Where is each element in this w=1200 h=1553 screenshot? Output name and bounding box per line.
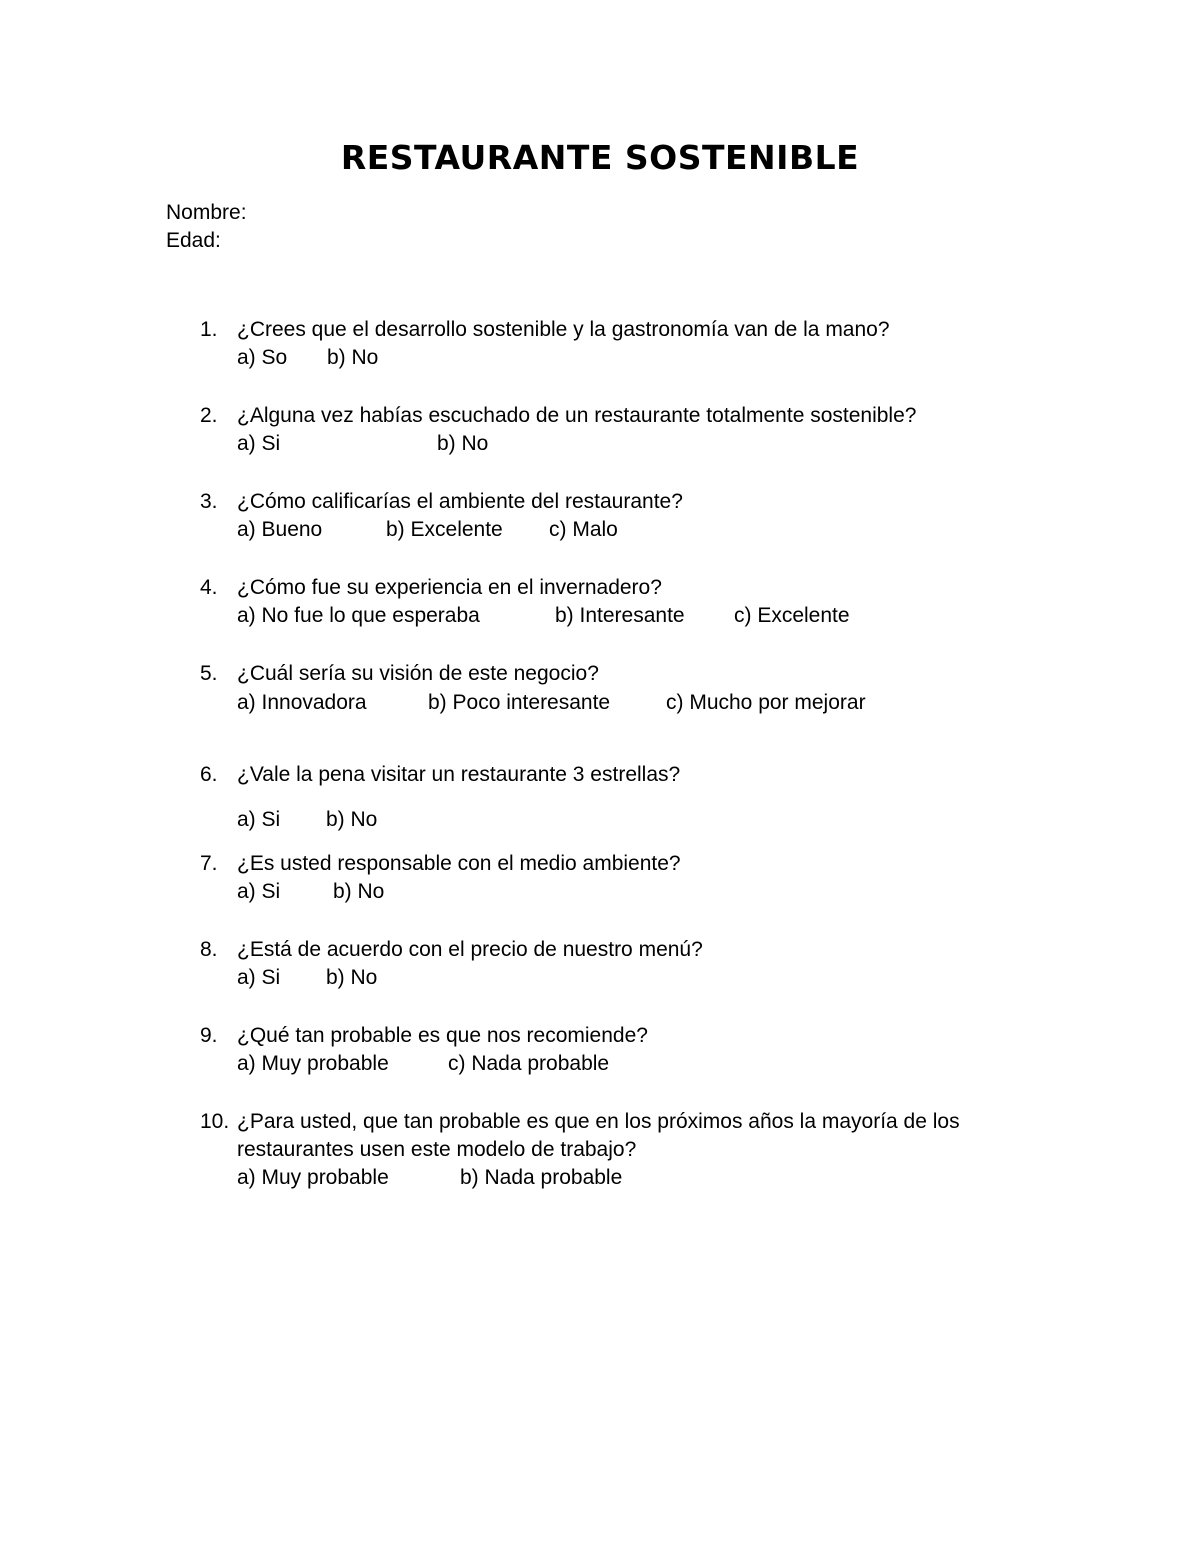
question-7-options [237,878,1037,906]
question-4-options [237,602,1037,630]
question-3-options [237,516,1037,544]
question-text: ¿Es usted responsable con el medio ambiente? [237,852,681,875]
option-b: b) No [437,432,489,455]
question-number: 9. [200,1024,218,1047]
question-2-options [237,430,1037,458]
option-c: c) Mucho por mejorar [666,691,866,714]
question-text: ¿Crees que el desarrollo sostenible y la gastronomía van de la mano? [237,318,890,341]
question-number: 6. [200,763,218,786]
nombre-label: Nombre: [166,201,247,224]
option-a: a) Muy probable [237,1052,389,1075]
option-b: b) Interesante [555,604,685,627]
question-text: ¿Para usted, que tan probable es que en los próximos años la mayoría de los restaurantes usen este modelo de trabajo? [237,1110,960,1161]
option-b: b) Poco interesante [428,691,611,714]
question-6-options [237,806,1037,834]
option-c: c) Excelente [734,604,850,627]
option-a: a) Muy probable [237,1166,389,1189]
option-b: b) No [326,966,378,989]
option-a: a) Si [237,432,281,455]
document-title: RESTAURANTE SOSTENIBLE [340,138,860,177]
option-a: a) Si [237,808,281,831]
question-number: 3. [200,490,218,513]
question-number: 10. [200,1110,230,1133]
question-number: 4. [200,576,218,599]
option-a: a) Si [237,880,281,903]
question-number: 5. [200,662,218,685]
option-a: a) Bueno [237,518,323,541]
question-text: ¿Alguna vez habías escuchado de un restaurante totalmente sostenible? [237,404,917,427]
option-b: b) Excelente [386,518,503,541]
question-8-options [237,964,1037,992]
question-number: 1. [200,318,218,341]
option-a: a) Innovadora [237,691,367,714]
question-5-options [237,689,1037,717]
question-9-options [237,1050,1037,1078]
question-1-options [237,344,1037,372]
option-b: b) No [327,346,379,369]
question-text: ¿Qué tan probable es que nos recomiende? [237,1024,648,1047]
option-c: c) Malo [549,518,618,541]
question-number: 2. [200,404,218,427]
question-text: ¿Cómo fue su experiencia en el invernadero? [237,576,662,599]
question-number: 8. [200,938,218,961]
question-text: ¿Está de acuerdo con el precio de nuestro menú? [237,938,703,961]
option-b: b) No [326,808,378,831]
option-c: c) Nada probable [448,1052,610,1075]
option-a: a) So [237,346,288,369]
option-a: a) No fue lo que esperaba [237,604,480,627]
edad-label: Edad: [166,229,221,252]
question-text: ¿Vale la pena visitar un restaurante 3 estrellas? [237,763,681,786]
question-number: 7. [200,852,218,875]
question-text: ¿Cuál sería su visión de este negocio? [237,662,599,685]
option-a: a) Si [237,966,281,989]
option-b: b) Nada probable [460,1166,623,1189]
option-b: b) No [333,880,385,903]
question-text: ¿Cómo calificarías el ambiente del restaurante? [237,490,683,513]
question-10-options [237,1164,1037,1192]
